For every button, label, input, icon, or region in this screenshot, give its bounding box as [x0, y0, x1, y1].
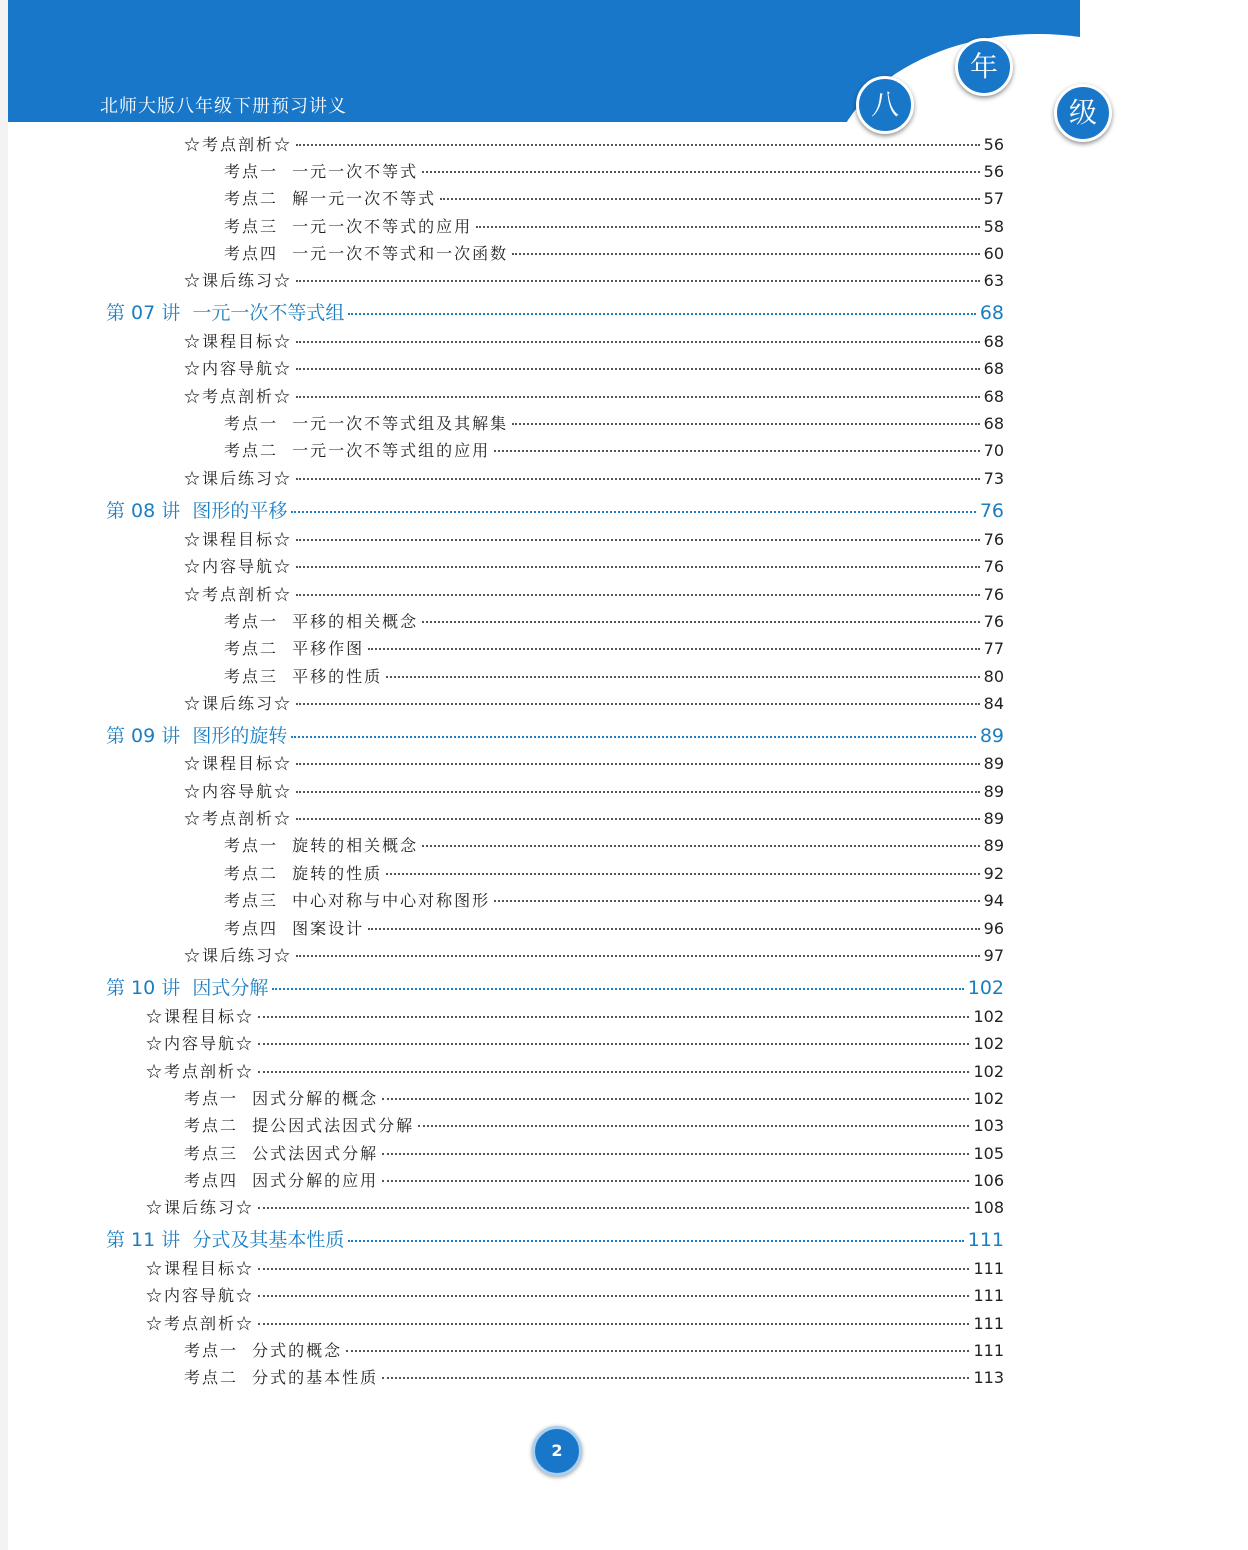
header-title: 北师大版八年级下册预习讲义	[100, 96, 347, 117]
toc-page-number: 63	[983, 271, 1004, 290]
toc-page-number: 96	[983, 919, 1004, 938]
toc-topic-item[interactable]	[0, 861, 1080, 889]
toc-topic-item[interactable]	[0, 438, 1080, 466]
toc-dot-leader	[418, 1125, 969, 1127]
toc-section-item[interactable]	[0, 554, 1080, 582]
toc-dot-leader	[512, 253, 979, 255]
toc-dot-leader	[296, 368, 980, 370]
toc-section-item[interactable]	[0, 1195, 1080, 1223]
toc-lecture-heading[interactable]	[0, 1225, 1080, 1253]
toc-dot-leader	[422, 621, 979, 623]
toc-page-number: 68	[983, 332, 1004, 351]
toc-dot-leader	[386, 676, 979, 678]
toc-section-item[interactable]	[0, 1031, 1080, 1059]
toc-entry-label: 考点三 中心对称与中心对称图形	[224, 891, 491, 910]
toc-entry-label: ☆考点剖析☆	[184, 135, 293, 154]
toc-page-number: 56	[983, 162, 1004, 181]
toc-entry-label: 考点二 一元一次不等式组的应用	[224, 441, 491, 460]
toc-entry-label: ☆考点剖析☆	[184, 387, 293, 406]
toc-dot-leader	[258, 1295, 969, 1297]
toc-section-item[interactable]	[0, 806, 1080, 834]
toc-page-number: 89	[983, 836, 1004, 855]
toc-topic-item[interactable]	[0, 411, 1080, 439]
toc-topic-item[interactable]	[0, 1168, 1080, 1196]
toc-dot-leader	[382, 1180, 969, 1182]
toc-entry-label: 考点二 提公因式法因式分解	[184, 1116, 415, 1135]
toc-topic-item[interactable]	[0, 664, 1080, 692]
toc-page-number: 111	[973, 1341, 1004, 1360]
toc-entry-label: ☆课后练习☆	[146, 1198, 255, 1217]
toc-page-number: 105	[973, 1144, 1004, 1163]
toc-dot-leader	[258, 1043, 969, 1045]
toc-topic-item[interactable]	[0, 1338, 1080, 1366]
toc-page-number: 68	[979, 302, 1004, 324]
toc-section-item[interactable]	[0, 691, 1080, 719]
toc-page-number: 80	[983, 667, 1004, 686]
toc-entry-label: 考点四 图案设计	[224, 919, 365, 938]
toc-topic-item[interactable]	[0, 1086, 1080, 1114]
toc-dot-leader	[258, 1016, 969, 1018]
toc-page-number: 111	[973, 1286, 1004, 1305]
toc-entry-label: ☆课后练习☆	[184, 694, 293, 713]
toc-entry-label: ☆内容导航☆	[146, 1034, 255, 1053]
toc-page-number: 111	[967, 1229, 1004, 1251]
toc-page-number: 76	[983, 557, 1004, 576]
toc-entry-label: ☆内容导航☆	[184, 557, 293, 576]
toc-dot-leader	[296, 396, 980, 398]
toc-entry-label: ☆考点剖析☆	[184, 585, 293, 604]
toc-entry-label: ☆课后练习☆	[184, 469, 293, 488]
toc-section-item[interactable]	[0, 943, 1080, 971]
toc-entry-label: 考点一 平移的相关概念	[224, 612, 419, 631]
toc-page-number: 57	[983, 189, 1004, 208]
toc-dot-leader	[368, 928, 979, 930]
toc-entry-label: ☆内容导航☆	[184, 782, 293, 801]
toc-section-item[interactable]	[0, 384, 1080, 412]
toc-page-number: 113	[973, 1368, 1004, 1387]
toc-page-number: 89	[983, 754, 1004, 773]
toc-entry-label: 考点四 一元一次不等式和一次函数	[224, 244, 509, 263]
toc-page-number: 56	[983, 135, 1004, 154]
toc-section-item[interactable]	[0, 1311, 1080, 1339]
toc-page-number: 108	[973, 1198, 1004, 1217]
toc-topic-item[interactable]	[0, 833, 1080, 861]
toc-section-item[interactable]	[0, 779, 1080, 807]
toc-dot-leader	[512, 423, 979, 425]
toc-dot-leader	[291, 736, 975, 738]
toc-lecture-heading[interactable]	[0, 496, 1080, 524]
toc-entry-label: ☆考点剖析☆	[184, 809, 293, 828]
toc-dot-leader	[258, 1071, 969, 1073]
toc-page-number: 73	[983, 469, 1004, 488]
toc-dot-leader	[296, 566, 980, 568]
toc-page-number: 76	[983, 612, 1004, 631]
toc-topic-item[interactable]	[0, 186, 1080, 214]
toc-entry-label: 考点三 一元一次不等式的应用	[224, 217, 473, 236]
toc-page-number: 76	[983, 530, 1004, 549]
toc-topic-item[interactable]	[0, 159, 1080, 187]
toc-dot-leader	[296, 791, 980, 793]
toc-dot-leader	[494, 900, 979, 902]
grade-badge-nian: 年	[955, 38, 1013, 96]
toc-dot-leader	[296, 955, 980, 957]
toc-dot-leader	[291, 511, 975, 513]
toc-dot-leader	[296, 341, 980, 343]
toc-page-number: 60	[983, 244, 1004, 263]
toc-dot-leader	[440, 198, 979, 200]
toc-topic-item[interactable]	[0, 1113, 1080, 1141]
toc-dot-leader	[296, 144, 980, 146]
toc-topic-item[interactable]	[0, 888, 1080, 916]
toc-page-number: 106	[973, 1171, 1004, 1190]
toc-entry-label: ☆课后练习☆	[184, 946, 293, 965]
toc-page-number: 89	[983, 809, 1004, 828]
toc-entry-label: 第 10 讲 因式分解	[106, 977, 269, 999]
toc-page-number: 97	[983, 946, 1004, 965]
grade-badge-ba: 八	[856, 76, 914, 134]
toc-page-number: 111	[973, 1259, 1004, 1278]
toc-page-number: 77	[983, 639, 1004, 658]
toc-dot-leader	[296, 703, 980, 705]
toc-topic-item[interactable]	[0, 214, 1080, 242]
toc-page-number: 76	[979, 500, 1004, 522]
toc-dot-leader	[348, 313, 975, 315]
toc-entry-label: ☆内容导航☆	[184, 359, 293, 378]
toc-section-item[interactable]	[0, 1283, 1080, 1311]
toc-entry-label: ☆课后练习☆	[184, 271, 293, 290]
toc-entry-label: ☆课程目标☆	[184, 754, 293, 773]
toc-topic-item[interactable]	[0, 241, 1080, 269]
toc-topic-item[interactable]	[0, 609, 1080, 637]
toc-page-number: 94	[983, 891, 1004, 910]
toc-dot-leader	[296, 818, 980, 820]
toc-entry-label: 考点二 平移作图	[224, 639, 365, 658]
toc-dot-leader	[346, 1350, 969, 1352]
toc-entry-label: 考点一 一元一次不等式	[224, 162, 419, 181]
toc-section-item[interactable]	[0, 132, 1080, 160]
toc-entry-label: 第 07 讲 一元一次不等式组	[106, 302, 345, 324]
toc-entry-label: 考点一 因式分解的概念	[184, 1089, 379, 1108]
toc-dot-leader	[258, 1207, 969, 1209]
toc-dot-leader	[476, 226, 979, 228]
toc-page-number: 92	[983, 864, 1004, 883]
toc-entry-label: 第 09 讲 图形的旋转	[106, 725, 288, 747]
toc-page-number: 68	[983, 359, 1004, 378]
toc-dot-leader	[296, 280, 980, 282]
toc-entry-label: ☆课程目标☆	[146, 1259, 255, 1278]
toc-entry-label: 考点三 平移的性质	[224, 667, 383, 686]
toc-dot-leader	[296, 763, 980, 765]
toc-dot-leader	[382, 1377, 969, 1379]
toc-page-number: 58	[983, 217, 1004, 236]
toc-entry-label: ☆课程目标☆	[146, 1007, 255, 1026]
toc-section-item[interactable]	[0, 268, 1080, 296]
toc-dot-leader	[258, 1268, 969, 1270]
toc-page-number: 102	[967, 977, 1004, 999]
toc-page-number: 103	[973, 1116, 1004, 1135]
toc-dot-leader	[272, 988, 963, 990]
toc-entry-label: ☆课程目标☆	[184, 530, 293, 549]
toc-dot-leader	[296, 594, 980, 596]
toc-dot-leader	[296, 539, 980, 541]
toc-lecture-heading[interactable]	[0, 298, 1080, 326]
toc-entry-label: 考点二 解一元一次不等式	[224, 189, 437, 208]
toc-section-item[interactable]	[0, 1059, 1080, 1087]
toc-dot-leader	[386, 873, 979, 875]
toc-page-number: 76	[983, 585, 1004, 604]
toc-topic-item[interactable]	[0, 916, 1080, 944]
toc-dot-leader	[258, 1323, 969, 1325]
toc-entry-label: 考点四 因式分解的应用	[184, 1171, 379, 1190]
toc-entry-label: 考点二 分式的基本性质	[184, 1368, 379, 1387]
toc-dot-leader	[348, 1240, 963, 1242]
toc-dot-leader	[368, 648, 979, 650]
toc-dot-leader	[422, 845, 979, 847]
toc-topic-item[interactable]	[0, 1141, 1080, 1169]
toc-section-item[interactable]	[0, 466, 1080, 494]
toc-page-number: 68	[983, 387, 1004, 406]
toc-page-number: 89	[979, 725, 1004, 747]
toc-dot-leader	[382, 1098, 969, 1100]
toc-dot-leader	[494, 450, 979, 452]
toc-page-number: 84	[983, 694, 1004, 713]
page-number: 2	[532, 1426, 582, 1476]
toc-section-item[interactable]	[0, 1004, 1080, 1032]
toc-dot-leader	[296, 478, 980, 480]
toc-dot-leader	[422, 171, 979, 173]
toc-entry-label: 考点一 一元一次不等式组及其解集	[224, 414, 509, 433]
toc-page-number: 102	[973, 1089, 1004, 1108]
toc-page-number: 89	[983, 782, 1004, 801]
toc-lecture-heading[interactable]	[0, 973, 1080, 1001]
toc-entry-label: 考点三 公式法因式分解	[184, 1144, 379, 1163]
toc-topic-item[interactable]	[0, 636, 1080, 664]
toc-dot-leader	[382, 1153, 969, 1155]
toc-section-item[interactable]	[0, 356, 1080, 384]
toc-entry-label: 考点一 旋转的相关概念	[224, 836, 419, 855]
grade-badge-ji: 级	[1054, 84, 1112, 142]
toc-section-item[interactable]	[0, 329, 1080, 357]
toc-page-number: 70	[983, 441, 1004, 460]
toc-page-number: 111	[973, 1314, 1004, 1333]
toc-section-item[interactable]	[0, 1256, 1080, 1284]
toc-page-number: 102	[973, 1007, 1004, 1026]
toc-entry-label: ☆考点剖析☆	[146, 1062, 255, 1081]
toc-topic-item[interactable]	[0, 1365, 1080, 1393]
toc-entry-label: ☆内容导航☆	[146, 1286, 255, 1305]
toc-section-item[interactable]	[0, 582, 1080, 610]
toc-entry-label: 第 11 讲 分式及其基本性质	[106, 1229, 345, 1251]
toc-page-number: 68	[983, 414, 1004, 433]
toc-page-number: 102	[973, 1062, 1004, 1081]
toc-entry-label: 第 08 讲 图形的平移	[106, 500, 288, 522]
toc-entry-label: ☆考点剖析☆	[146, 1314, 255, 1333]
toc-section-item[interactable]	[0, 527, 1080, 555]
toc-entry-label: ☆课程目标☆	[184, 332, 293, 351]
toc-section-item[interactable]	[0, 751, 1080, 779]
toc-page-number: 102	[973, 1034, 1004, 1053]
toc-entry-label: 考点二 旋转的性质	[224, 864, 383, 883]
toc-lecture-heading[interactable]	[0, 721, 1080, 749]
toc-entry-label: 考点一 分式的概念	[184, 1341, 343, 1360]
